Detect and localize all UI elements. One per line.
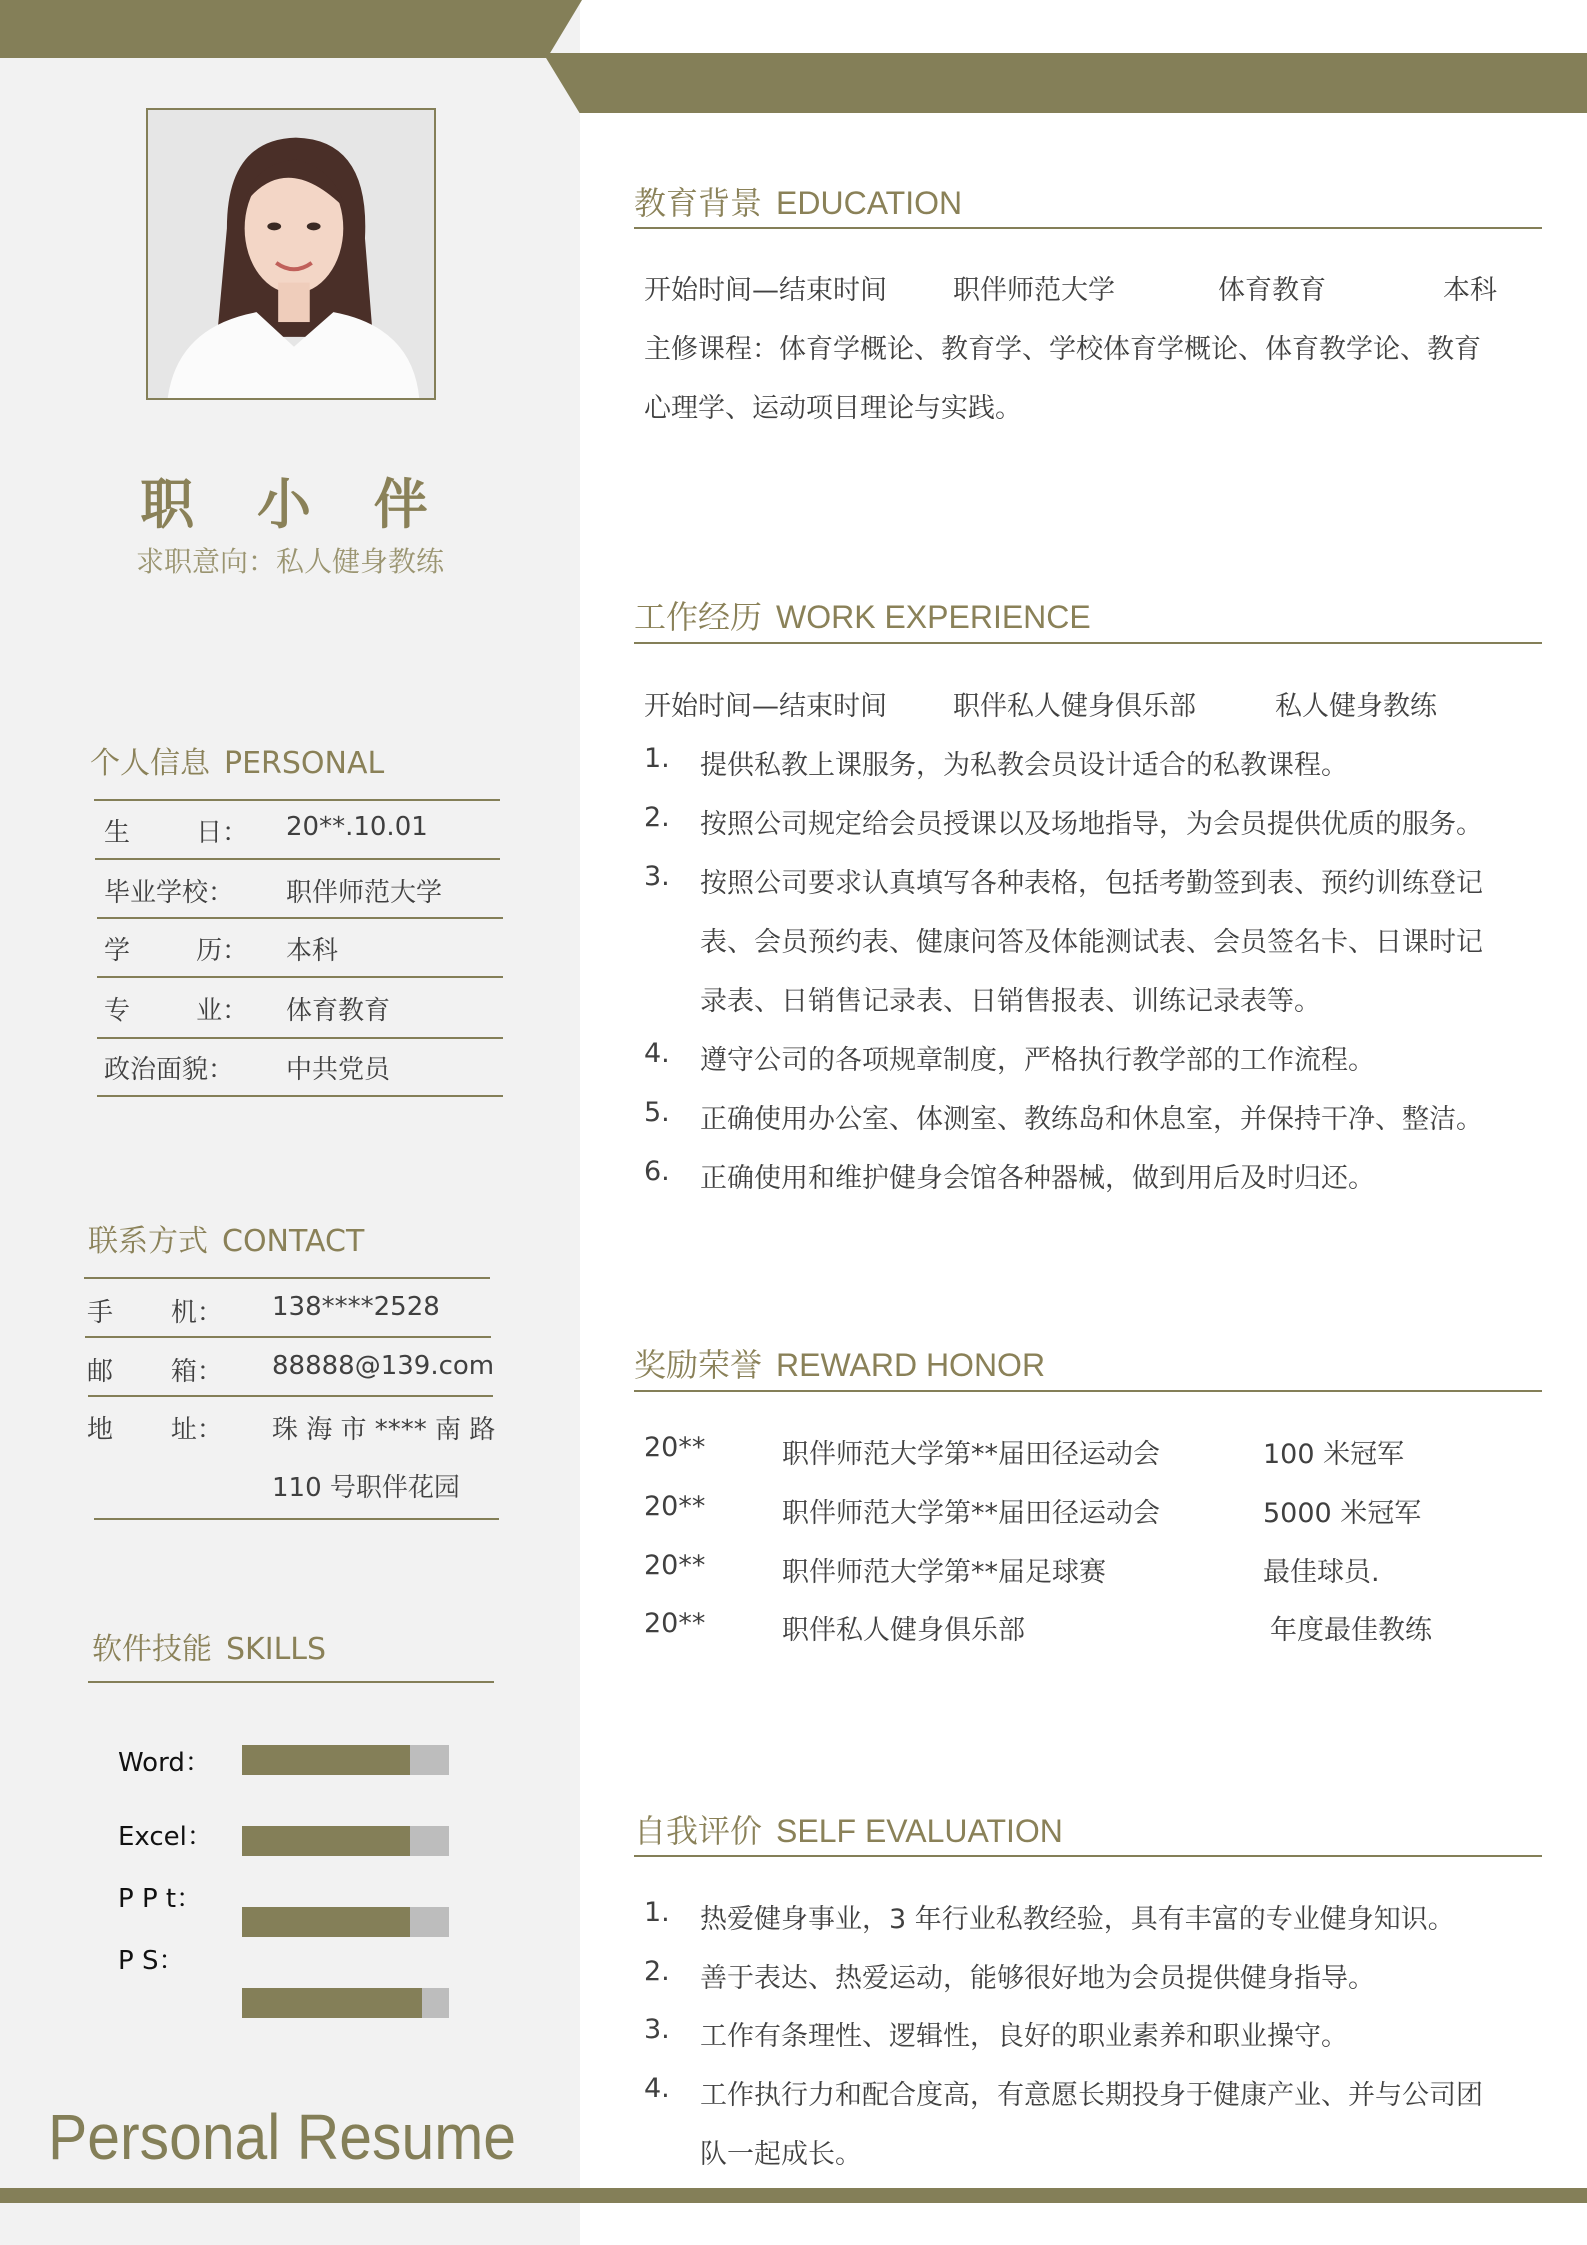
work-duty-item: 提供私教上课服务，为私教会员设计适合的私教课程。 (700, 750, 1348, 781)
list-number: 1. (644, 1897, 670, 1928)
self-eval-item: 工作有条理性、逻辑性，良好的职业素养和职业操守。 (700, 2021, 1348, 2052)
label: 地 址： (87, 1415, 223, 1445)
list-number: 4. (644, 1038, 670, 1069)
divider (634, 642, 1542, 644)
education-major: 体育教育 (1218, 275, 1326, 306)
label: 邮 箱： (87, 1357, 223, 1387)
honor-event: 职伴师范大学第**届足球赛 (782, 1557, 1106, 1588)
list-number: 2. (644, 1956, 670, 1987)
list-number: 2. (644, 802, 670, 833)
label: 毕业学校： (104, 878, 235, 908)
honor-award: 100 米冠军 (1263, 1439, 1405, 1470)
self-eval-item: 热爱健身事业，3 年行业私教经验，具有丰富的专业健身知识。 (700, 1904, 1455, 1935)
portrait-icon (148, 110, 434, 398)
work-period: 开始时间—结束时间 (644, 691, 887, 722)
skill-label-ps: P S： (118, 1946, 185, 1976)
work-duty-item: 按照公司规定给会员授课以及场地指导，为会员提供优质的服务。 (700, 809, 1483, 840)
honors-section-title (634, 1340, 1045, 1386)
skill-label-ppt: P P t： (118, 1884, 203, 1914)
honors-title-cn: 奖励荣誉 (634, 1346, 763, 1384)
label: 生 日： (104, 818, 249, 848)
honor-year: 20** (644, 1432, 706, 1463)
divider (88, 1681, 494, 1683)
skill-fill (242, 1745, 410, 1775)
list-number: 6. (644, 1156, 670, 1187)
header-accent-band (543, 53, 1587, 113)
bottom-accent-band (0, 2188, 1587, 2203)
list-number: 5. (644, 1097, 670, 1128)
value: 20**.10.01 (286, 812, 428, 842)
self-eval-item-cont: 队一起成长。 (700, 2139, 862, 2170)
divider (94, 1518, 499, 1520)
personal-section-title (90, 738, 384, 782)
honors-title-en: REWARD HONOR (776, 1347, 1046, 1383)
skill-label-excel: Excel： (118, 1822, 213, 1852)
education-title-cn: 教育背景 (634, 184, 763, 222)
label: 政治面貌： (104, 1055, 235, 1085)
list-number: 3. (644, 861, 670, 892)
honor-year: 20** (644, 1491, 706, 1522)
work-title-cn: 工作经历 (634, 598, 763, 636)
work-position: 私人健身教练 (1275, 691, 1437, 722)
label: 专 业： (104, 996, 249, 1026)
honor-award: 最佳球员. (1263, 1557, 1380, 1588)
divider (85, 1336, 491, 1338)
honor-event: 职伴师范大学第**届田径运动会 (782, 1498, 1160, 1529)
education-courses: 主修课程：体育学概论、教育学、学校体育学概论、体育教学论、教育 (644, 334, 1481, 365)
personal-title-cn: 个人信息 (90, 746, 210, 781)
value-line-2: 110 号职伴花园 (272, 1473, 460, 1503)
job-intent: 求职意向：私人健身教练 (135, 545, 444, 578)
work-company: 职伴私人健身俱乐部 (953, 691, 1196, 722)
self-eval-section-title (634, 1806, 1063, 1852)
list-number: 3. (644, 2014, 670, 2045)
contact-section-title (88, 1216, 364, 1260)
personal-title-en: PERSONAL (224, 746, 385, 781)
honor-award: 年度最佳教练 (1270, 1615, 1432, 1646)
value: 138****2528 (272, 1292, 440, 1322)
work-duty-item: 正确使用和维护健身会馆各种器械，做到用后及时归还。 (700, 1163, 1375, 1194)
work-duty-item: 遵守公司的各项规章制度，严格执行教学部的工作流程。 (700, 1045, 1375, 1076)
self-eval-title-cn: 自我评价 (634, 1812, 763, 1850)
label: 学 历： (104, 936, 249, 966)
value: 中共党员 (286, 1055, 391, 1085)
profile-photo (146, 108, 436, 400)
honor-event: 职伴私人健身俱乐部 (782, 1615, 1025, 1646)
work-duty-item: 正确使用办公室、体测室、教练岛和休息室，并保持干净、整洁。 (700, 1104, 1483, 1135)
top-accent-band (0, 0, 582, 58)
divider (94, 799, 500, 801)
divider (97, 976, 503, 978)
self-eval-title-en: SELF EVALUATION (776, 1813, 1063, 1849)
candidate-name: 职 小 伴 (140, 472, 450, 536)
education-section-title (634, 178, 962, 224)
skill-bar-excel (242, 1826, 449, 1856)
skill-bar-ppt (242, 1907, 449, 1937)
honor-year: 20** (644, 1550, 706, 1581)
skill-fill (242, 1907, 410, 1937)
work-duty-item-cont: 录表、日销售记录表、日销售报表、训练记录表等。 (700, 986, 1321, 1017)
self-eval-item: 工作执行力和配合度高，有意愿长期投身于健康产业、并与公司团 (700, 2080, 1483, 2111)
self-eval-item: 善于表达、热爱运动，能够很好地为会员提供健身指导。 (700, 1963, 1375, 1994)
contact-title-cn: 联系方式 (88, 1224, 208, 1259)
value[interactable]: 88888@139.com (272, 1351, 495, 1381)
skills-title-cn: 软件技能 (92, 1632, 212, 1667)
label: 手 机： (87, 1298, 223, 1328)
skills-title-en: SKILLS (226, 1632, 327, 1667)
skill-fill (242, 1988, 422, 2018)
value: 本科 (286, 936, 339, 966)
resume-footer-title: Personal Resume (48, 2101, 516, 2173)
divider (634, 227, 1542, 229)
work-duty-item-cont: 表、会员预约表、健康问答及体能测试表、会员签名卡、日课时记 (700, 927, 1483, 958)
work-duty-item: 按照公司要求认真填写各种表格，包括考勤签到表、预约训练登记 (700, 868, 1483, 899)
value: 珠 海 市 **** 南 路 (272, 1415, 496, 1445)
honor-year: 20** (644, 1608, 706, 1639)
divider (634, 1390, 1542, 1392)
education-title-en: EDUCATION (776, 185, 963, 221)
skill-fill (242, 1826, 410, 1856)
list-number: 4. (644, 2073, 670, 2104)
skill-bar-word (242, 1745, 449, 1775)
education-degree: 本科 (1443, 275, 1497, 306)
education-period: 开始时间—结束时间 (644, 275, 887, 306)
divider (88, 1395, 493, 1397)
honor-award: 5000 米冠军 (1263, 1498, 1422, 1529)
value: 职伴师范大学 (286, 878, 443, 908)
skill-label-word: Word： (118, 1748, 211, 1778)
list-number: 1. (644, 743, 670, 774)
divider (95, 858, 500, 860)
value: 体育教育 (286, 996, 391, 1026)
work-section-title (634, 592, 1091, 638)
contact-title-en: CONTACT (222, 1224, 365, 1259)
work-title-en: WORK EXPERIENCE (776, 599, 1091, 635)
divider (634, 1855, 1542, 1857)
honor-event: 职伴师范大学第**届田径运动会 (782, 1439, 1160, 1470)
divider (97, 917, 503, 919)
skills-section-title (92, 1624, 326, 1668)
education-school: 职伴师范大学 (953, 275, 1115, 306)
skill-bar-ps (242, 1988, 449, 2018)
divider (97, 1095, 503, 1097)
education-courses-cont: 心理学、运动项目理论与实践。 (644, 393, 1022, 424)
divider (84, 1277, 490, 1279)
divider (97, 1037, 503, 1039)
